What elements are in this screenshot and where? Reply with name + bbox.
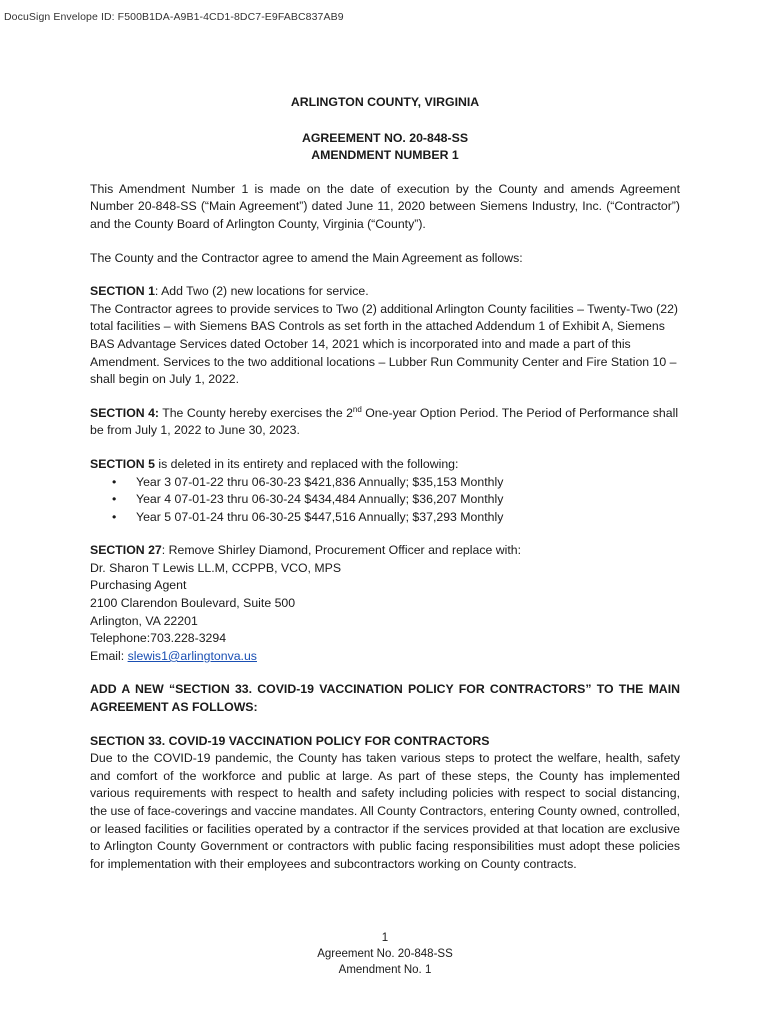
intro-paragraph: This Amendment Number 1 is made on the date of execution by the County and amends Agreement Number 20-848-SS (“Main Agreement”) dated June 11, 2020 between Siemens Industry, Inc. (“Contractor”) and the County Board of Arlington County, Virginia (“County”). — [90, 181, 680, 231]
section-5-label: SECTION 5 — [90, 456, 155, 471]
docusign-envelope-id: DocuSign Envelope ID: F500B1DA-A9B1-4CD1-8DC7-E9FABC837AB9 — [4, 11, 344, 23]
contact-role: Purchasing Agent — [90, 578, 187, 593]
agreement-number-heading: AGREEMENT NO. 20-848-SS — [301, 130, 469, 145]
bullet-icon: • — [112, 492, 117, 507]
section-33-body: Due to the COVID-19 pandemic, the County has taken various steps to protect the welfare, health, safety and comfort of the workforce and public at large. As part of these steps, the County has implemented various requirements with respect to health and safety including policies with respect to social distancing, the use of face-coverings and vaccine mandates. All County Contractors, entering County owned, controlled, or leased facilities or facilities operated by a contractor if the services provided at that location are exclusive to Arlington County Government or contractors with public facing responsibilities must adopt these policies for implementation with their employees and subcontractors working on County contracts. — [90, 751, 680, 871]
section-4-label: SECTION 4: — [90, 405, 160, 420]
section-1-body: The Contractor agrees to provide services to Two (2) additional Arlington County facilities – Twenty-Two (22) total facilities – with Siemens BAS Controls as set forth in the attached Addendum 1 of Exhibit A, Siemens BAS Advantage Services dated October 14, 2021 which is incorporated into and made a part of this Amendment. Services to the two additional locations – Lubber Run Community Center and Fire Station 10 – shall begin on July 1, 2022. — [90, 301, 679, 387]
contact-email-line — [90, 648, 680, 666]
section-1-label: SECTION 1 — [90, 284, 155, 299]
bullet-icon: • — [112, 474, 117, 489]
bullet-icon: • — [112, 509, 117, 524]
amendment-number-heading: AMENDMENT NUMBER 1 — [311, 148, 459, 163]
section-27-title: : Remove Shirley Diamond, Procurement Officer and replace with: — [161, 543, 522, 558]
section-1-title: : Add Two (2) new locations for service. — [154, 284, 369, 299]
list-item: • Year 5 07-01-24 thru 06-30-25 $447,516 Annually; $37,293 Monthly — [112, 509, 680, 527]
page-footer — [0, 930, 770, 978]
section-27-label: SECTION 27 — [90, 543, 162, 558]
list-item: • Year 3 07-01-22 thru 06-30-23 $421,836 Annually; $35,153 Monthly — [112, 474, 680, 492]
section-4-text-after: One-year Option Period. The Period of Performance shall be from July 1, 2022 to June 30, 2023. — [90, 405, 679, 438]
footer-amendment: Amendment No. 1 — [338, 964, 432, 976]
contact-address-line2: Arlington, VA 22201 — [90, 613, 198, 628]
contact-name: Dr. Sharon T Lewis LL.M, CCPPB, VCO, MPS — [90, 560, 342, 575]
page-number: 1 — [381, 932, 389, 944]
section-1-heading — [90, 283, 680, 301]
section-27-heading — [90, 542, 680, 560]
section-4-paragraph — [90, 405, 680, 440]
section-4-sup: nd — [352, 404, 362, 414]
add-new-section-heading: ADD A NEW “SECTION 33. COVID-19 VACCINATION POLICY FOR CONTRACTORS” TO THE MAIN AGREEMENT AS FOLLOWS: — [90, 682, 680, 715]
agree-line: The County and the Contractor agree to amend the Main Agreement as follows: — [90, 250, 523, 265]
section-4-text-before: The County hereby exercises the 2 — [159, 405, 353, 420]
footer-agreement: Agreement No. 20-848-SS — [317, 948, 453, 960]
contact-phone: Telephone:703.228-3294 — [90, 631, 227, 646]
list-item: • Year 4 07-01-23 thru 06-30-24 $434,484 Annually; $36,207 Monthly — [112, 491, 680, 509]
section-33-title: SECTION 33. COVID-19 VACCINATION POLICY FOR CONTRACTORS — [90, 733, 490, 748]
contact-email-label: Email: — [90, 648, 128, 663]
option-year-list — [90, 474, 680, 527]
contact-address-line1: 2100 Clarendon Boulevard, Suite 500 — [90, 596, 296, 611]
contact-email-link[interactable]: slewis1@arlingtonva.us — [127, 648, 257, 663]
document-page — [90, 94, 680, 873]
section-5-heading — [90, 456, 680, 474]
county-heading: ARLINGTON COUNTY, VIRGINIA — [290, 95, 480, 109]
section-5-title: is deleted in its entirety and replaced with the following: — [154, 456, 459, 471]
